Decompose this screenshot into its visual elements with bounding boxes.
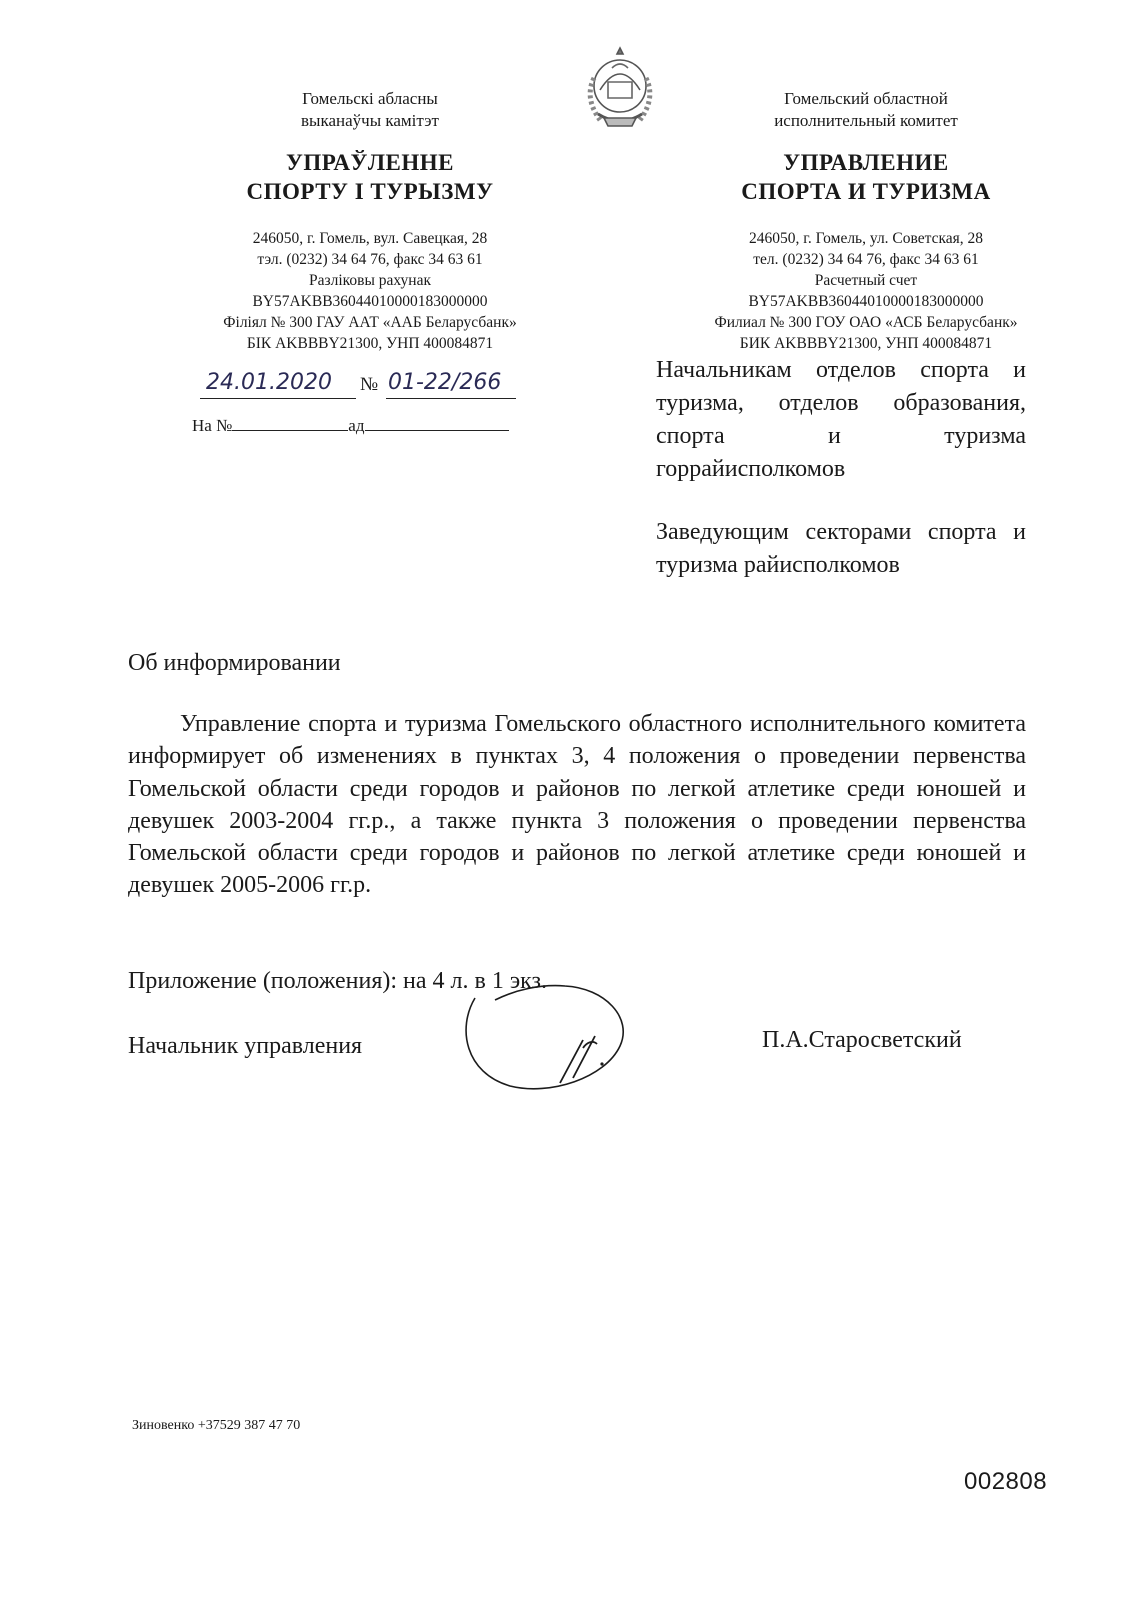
bank-branch: Філіял № 300 ГАУ ААТ «ААБ Беларусбанк» [223,314,517,331]
appendix-note: Приложение (положения): на 4 л. в 1 экз. [128,968,547,994]
signer-name: П.А.Старосветский [762,1027,962,1053]
department-title-line: УПРАЎЛЕННЕ [286,150,454,175]
bank-codes: БІК AKBBBY21300, УНП 400084871 [246,335,494,352]
department-title-line: СПОРТА И ТУРИЗМА [741,179,991,204]
addressee-block: Заведующим секторами спорта и туризма райисполкомов [656,519,1026,578]
letterhead-belarusian [160,88,580,354]
bank-branch: Филиал № 300 ГОУ ОАО «АСБ Беларусбанк» [714,314,1018,331]
registration-date: 24.01.2020 [206,370,332,395]
department-title-line: СПОРТУ І ТУРЫЗМУ [246,179,494,204]
reference-number-label: На № [192,416,233,435]
bank-codes: БИК AKBBBY21300, УНП 400084871 [739,335,993,352]
department-title-line: УПРАВЛЕНИЕ [783,150,949,175]
phone: тел. (0232) 34 64 76, факс 34 63 61 [753,251,979,268]
registration-line [200,370,540,410]
registration-number: 01-22/266 [388,370,502,395]
account-label: Разліковы рахунак [308,272,431,289]
blank-field [232,416,348,431]
org-name-line: исполнительный комитет [774,111,958,130]
account-label: Расчетный счет [814,272,918,289]
signer-title: Начальник управления [128,1033,363,1059]
underline [386,398,516,399]
account-number: BY57AKBB36044010000183000000 [748,293,984,310]
addressee-block: Начальникам отделов спорта и туризма, отделов образования, спорта и туризма горрайисполкомов [656,357,1026,482]
department-title [160,148,580,206]
org-name-line: Гомельский областной [784,89,948,108]
handwritten-signature [455,978,645,1098]
org-name-line: выканаўчы камітэт [301,111,439,130]
reference-line [192,416,509,436]
document-serial-number: 002808 [964,1468,1048,1495]
address: 246050, г. Гомель, ул. Советская, 28 [748,230,984,247]
phone: тэл. (0232) 34 64 76, факс 34 63 61 [257,251,483,268]
department-title [656,148,1076,206]
contact-details [656,228,1076,354]
reference-from-label: ад [348,416,365,435]
number-label: № [360,374,379,395]
letterhead-russian [656,88,1076,354]
blank-field [365,416,509,431]
org-name-line: Гомельскі абласны [302,89,438,108]
underline [200,398,356,399]
contact-details [160,228,580,354]
address: 246050, г. Гомель, вул. Савецкая, 28 [252,230,488,247]
account-number: BY57AKBB36044010000183000000 [252,293,488,310]
letter-body: Управление спорта и туризма Гомельского областного исполнительного комитета информирует об изменениях в пунктах 3, 4 положения о проведении первенства Гомельской области среди городов и районов по легкой атлетике среди юношей и девушек 2003-2004 гг.р., а также пункта 3 положения о проведении первенства Гомельской области среди городов и районов по легкой атлетике среди юношей и девушек 2005-2006 гг.р. [128,711,1026,899]
letter-subject: Об информировании [128,650,341,676]
executor-contact: Зиновенко +37529 387 47 70 [132,1418,301,1433]
state-emblem-icon [570,38,670,138]
